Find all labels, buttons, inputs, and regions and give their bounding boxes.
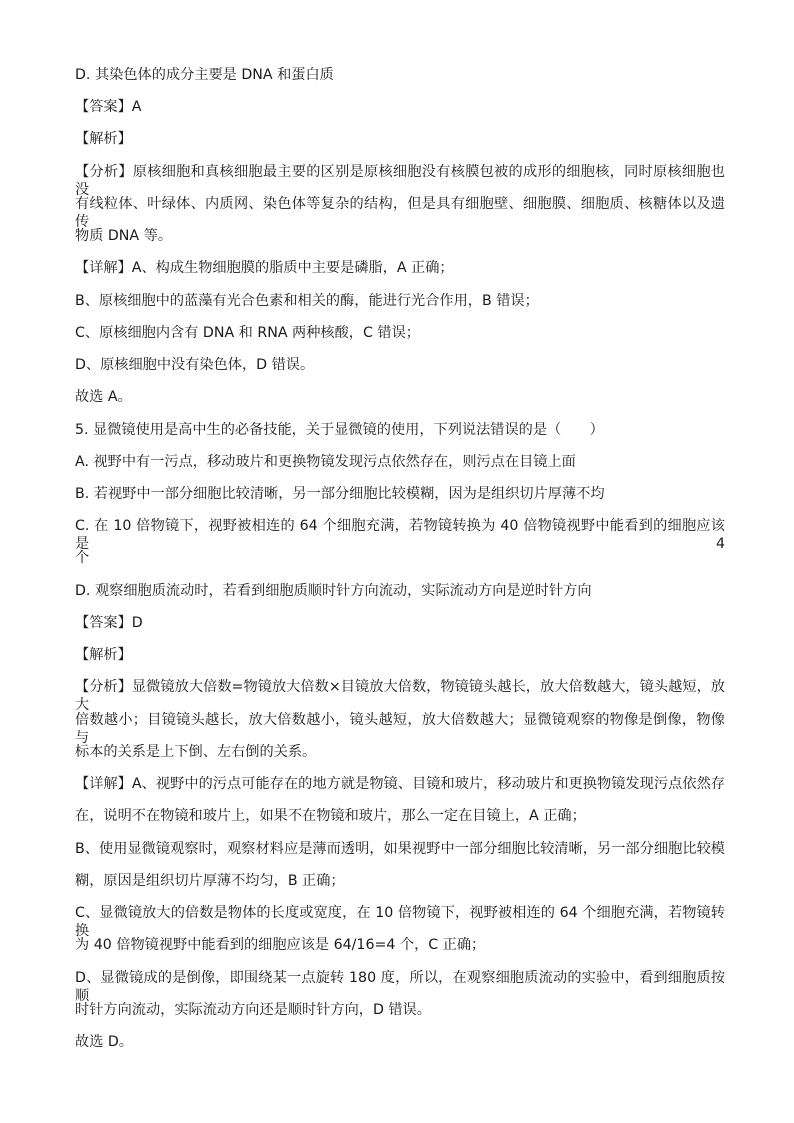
detail-text-q5: 糊，原因是组织切片厚薄不均匀，B 正确； [75, 873, 345, 889]
answer-label-q5: 【答案】D [75, 615, 143, 631]
detail-text-q5: 时针方向流动，实际流动方向还是顺时针方向，D 错误。 [75, 1002, 431, 1018]
detail-text-q4: D、原核细胞中没有染色体，D 错误。 [75, 357, 315, 373]
detail-text-q5: B、使用显微镜观察时，观察材料应是薄而透明，如果视野中一部分细胞比较清晰，另一部分细胞比较模 [75, 841, 725, 857]
option-c-q5: C. 在 10 倍物镜下，视野被相连的 64 个细胞充满，若物镜转换为 40 倍物镜视野中能看到的细胞应该是 4 [75, 518, 725, 552]
conclusion-q5: 故选 D。 [75, 1034, 133, 1050]
question-5-stem: 5. 显微镜使用是高中生的必备技能，关于显微镜的使用，下列说法错误的是（ ） [75, 422, 604, 438]
answer-label-q4: 【答案】A [75, 99, 142, 115]
analysis-text-q4: 物质 DNA 等。 [75, 228, 173, 244]
conclusion-q4: 故选 A。 [75, 389, 132, 405]
analysis-text-q4: 【分析】原核细胞和真核细胞最主要的区别是原核细胞没有核膜包被的成形的细胞核，同时原核细胞也没 [75, 164, 725, 198]
analysis-text-q5: 标本的关系是上下倒、左右倒的关系。 [75, 744, 317, 760]
analysis-text-q4: 有线粒体、叶绿体、内质网、染色体等复杂的结构，但是具有细胞壁、细胞膜、细胞质、核糖体以及遗传 [75, 196, 725, 230]
detail-text-q5: 在，说明不在物镜和玻片上，如果不在物镜和玻片，那么一定在目镜上，A 正确； [75, 808, 586, 824]
detail-text-q4: C、原核细胞内含有 DNA 和 RNA 两种核酸，C 错误； [75, 325, 420, 341]
detail-text-q5: D、显微镜成的是倒像，即围绕某一点旋转 180 度，所以，在观察细胞质流动的实验中，看到细胞质按顺 [75, 970, 725, 1004]
detail-text-q4: 【详解】A、构成生物细胞膜的脂质中主要是磷脂，A 正确； [75, 260, 454, 276]
detail-text-q4: B、原核细胞中的蓝藻有光合色素和相关的酶，能进行光合作用，B 错误； [75, 293, 539, 309]
analysis-heading-q4: 【解析】 [75, 131, 132, 147]
option-a-q5: A. 视野中有一污点，移动玻片和更换物镜发现污点依然存在，则污点在目镜上面 [75, 454, 576, 470]
option-c-q5: 个 [75, 550, 90, 566]
detail-text-q5: 【详解】A、视野中的污点可能存在的地方就是物镜、目镜和玻片，移动玻片和更换物镜发现污点依然存 [75, 776, 725, 792]
analysis-text-q5: 【分析】显微镜放大倍数=物镜放大倍数×目镜放大倍数，物镜镜头越长，放大倍数越大，镜头越短，放大 [75, 679, 725, 713]
analysis-heading-q5: 【解析】 [75, 647, 132, 663]
option-b-q5: B. 若视野中一部分细胞比较清晰，另一部分细胞比较模糊，因为是组织切片厚薄不均 [75, 486, 605, 502]
detail-text-q5: C、显微镜放大的倍数是物体的长度或宽度，在 10 倍物镜下，视野被相连的 64 个细胞充满，若物镜转换 [75, 905, 725, 939]
option-d-q4: D. 其染色体的成分主要是 DNA 和蛋白质 [75, 67, 334, 83]
detail-text-q5: 为 40 倍物镜视野中能看到的细胞应该是 64/16=4 个，C 正确； [75, 937, 486, 953]
option-d-q5: D. 观察细胞质流动时，若看到细胞质顺时针方向流动，实际流动方向是逆时针方向 [75, 583, 592, 599]
analysis-text-q5: 倍数越小；目镜镜头越长，放大倍数越小，镜头越短，放大倍数越大；显微镜观察的物像是倒像，物像与 [75, 712, 725, 746]
